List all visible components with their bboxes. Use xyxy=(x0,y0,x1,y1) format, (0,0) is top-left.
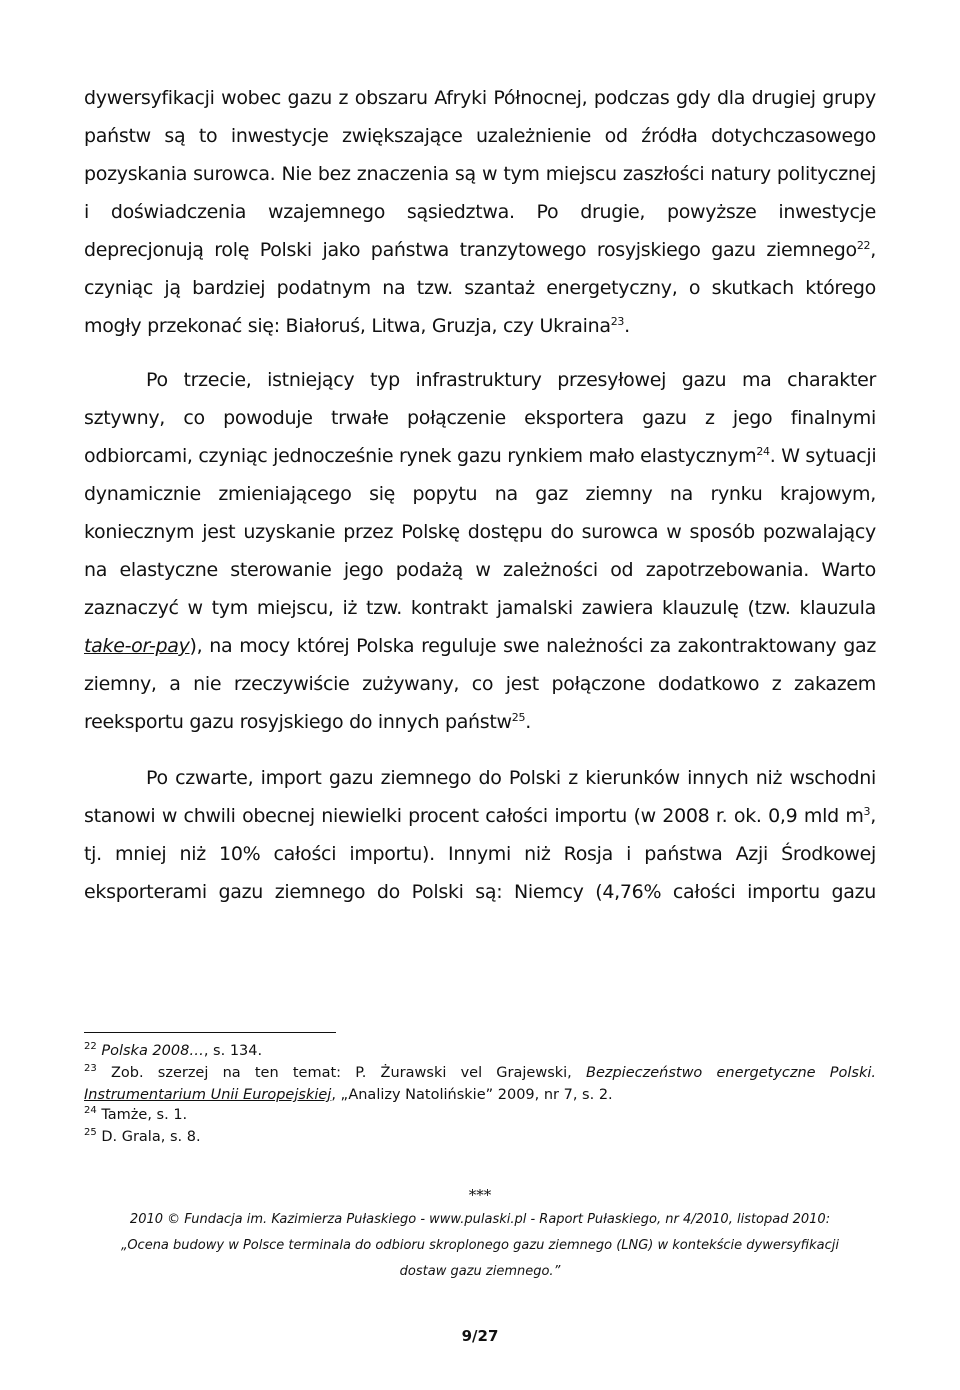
page-number: 9/27 xyxy=(461,1327,499,1345)
footer-line-1-text: Fundacja im. Kazimierza Pułaskiego - www.pulaski.pl - Raport Pułaskiego, nr 4/2010, listopad 2010: xyxy=(180,1212,831,1227)
footnote-ref-22[interactable]: 22 xyxy=(856,239,871,252)
body-line-2: państw są to inwestycje zwiększające uzależnienie od źródła dotychczasowego xyxy=(84,125,876,147)
body-line-17-period: . xyxy=(525,711,531,733)
footnote-22 xyxy=(84,1042,876,1060)
body-line-9: sztywny, co powoduje trwałe połączenie eksportera gazu z jego finalnymi xyxy=(84,407,876,429)
body-line-5-text: deprecjonują rolę Polski jako państwa tranzytowego rosyjskiego gazu ziemnego xyxy=(84,239,857,261)
body-line-5-comma: , xyxy=(870,239,876,261)
footnote-25-number: 25 xyxy=(84,1127,97,1138)
body-line-13: na elastyczne sterowanie jego podażą w zależności od zapotrzebowania. Warto xyxy=(84,559,876,581)
body-line-18: Po czwarte, import gazu ziemnego do Polski z kierunków innych niż wschodni xyxy=(146,767,876,789)
footnote-23-line2-rest: , „Analizy Natolińskie” 2009, nr 7, s. 2. xyxy=(331,1087,613,1103)
footnote-22-italic: Polska 2008… xyxy=(101,1043,204,1059)
cubic-superscript: 3 xyxy=(863,805,871,818)
footnote-ref-24[interactable]: 24 xyxy=(756,445,770,458)
footnote-22-number: 22 xyxy=(84,1041,97,1052)
body-line-17-text: reeksportu gazu rosyjskiego do innych państw xyxy=(84,711,512,733)
body-line-7 xyxy=(84,314,876,338)
copyright-icon: © xyxy=(167,1212,181,1227)
body-line-7-period: . xyxy=(624,315,630,337)
footnote-23 xyxy=(84,1064,876,1082)
footnote-23-number: 23 xyxy=(84,1063,97,1074)
footer-line-2: „Ocena budowy w Polsce terminala do odbioru skroplonego gazu ziemnego (LNG) w kontekście dywersyfikacji xyxy=(121,1238,839,1253)
body-line-4: i doświadczenia wzajemnego sąsiedztwa. Po drugie, powyższe inwestycje xyxy=(84,201,876,223)
footnote-22-rest: , s. 134. xyxy=(203,1043,263,1059)
body-line-17 xyxy=(84,710,876,734)
footnote-separator xyxy=(84,1032,336,1033)
body-line-16: ziemny, a nie rzeczywiście zużywany, co jest połączone dodatkowo z zakazem xyxy=(84,673,876,695)
body-line-10-text: odbiorcami, czyniąc jednocześnie rynek gazu rynkiem mało elastycznym xyxy=(84,445,757,467)
footnote-25-text: D. Grala, s. 8. xyxy=(101,1129,201,1145)
body-line-8: Po trzecie, istniejący typ infrastruktury przesyłowej gazu ma charakter xyxy=(146,369,876,391)
body-line-5 xyxy=(84,238,876,262)
body-line-10-tail: . W sytuacji xyxy=(769,445,877,467)
body-line-7-text: mogły przekonać się: Białoruś, Litwa, Gruzja, czy Ukraina xyxy=(84,315,611,337)
body-line-19 xyxy=(84,804,876,828)
footnote-ref-25[interactable]: 25 xyxy=(511,711,526,724)
body-line-1: dywersyfikacji wobec gazu z obszaru Afryki Północnej, podczas gdy dla drugiej grupy xyxy=(84,87,876,109)
footnote-24 xyxy=(84,1106,876,1124)
body-line-12: koniecznym jest uzyskanie przez Polskę dostępu do surowca w sposób pozwalający xyxy=(84,521,876,543)
body-line-19-text: stanowi w chwili obecnej niewielki procent całości importu (w 2008 r. ok. 0,9 mld m xyxy=(84,805,864,827)
body-line-15 xyxy=(84,634,876,658)
body-line-10 xyxy=(84,444,876,468)
footnote-23-pre: Zob. szerzej na ten temat: P. Żurawski vel Grajewski, xyxy=(110,1065,586,1081)
body-line-6: czyniąc ją bardziej podatnym na tzw. szantaż energetyczny, o skutkach którego xyxy=(84,277,876,299)
body-line-21: eksporterami gazu ziemnego do Polski są: Niemcy (4,76% całości importu gazu xyxy=(84,881,876,903)
footer-year: 2010 xyxy=(129,1212,168,1227)
body-line-14: zaznaczyć w tym miejscu, iż tzw. kontrakt jamalski zawiera klauzulę (tzw. klauzula xyxy=(84,597,876,619)
footnote-ref-23[interactable]: 23 xyxy=(610,315,625,328)
footnote-25 xyxy=(84,1128,876,1146)
section-separator-stars: *** xyxy=(468,1186,492,1204)
footnote-23-line-2 xyxy=(84,1086,876,1104)
footnote-24-text: Tamże, s. 1. xyxy=(101,1107,188,1123)
footer-line-3: dostaw gazu ziemnego.” xyxy=(399,1264,561,1279)
body-line-11: dynamicznie zmieniającego się popytu na gaz ziemny na rynku krajowym, xyxy=(84,483,876,505)
footnote-24-number: 24 xyxy=(84,1105,97,1116)
body-line-3: pozyskania surowca. Nie bez znaczenia są w tym miejscu zaszłości natury politycznej xyxy=(84,163,876,185)
footnote-23-italic: Bezpieczeństwo energetyczne Polski. xyxy=(586,1065,877,1081)
body-line-15-text: ), na mocy której Polska reguluje swe należności za zakontraktowany gaz xyxy=(189,635,876,657)
body-line-19-comma: , xyxy=(870,805,876,827)
footer-line-1 xyxy=(0,1212,960,1227)
take-or-pay-term: take-or-pay xyxy=(84,635,190,657)
body-line-20: tj. mniej niż 10% całości importu). Innymi niż Rosja i państwa Azji Środkowej xyxy=(84,843,876,865)
footnote-23-line2-italic: Instrumentarium Unii Europejskiej xyxy=(84,1087,332,1103)
